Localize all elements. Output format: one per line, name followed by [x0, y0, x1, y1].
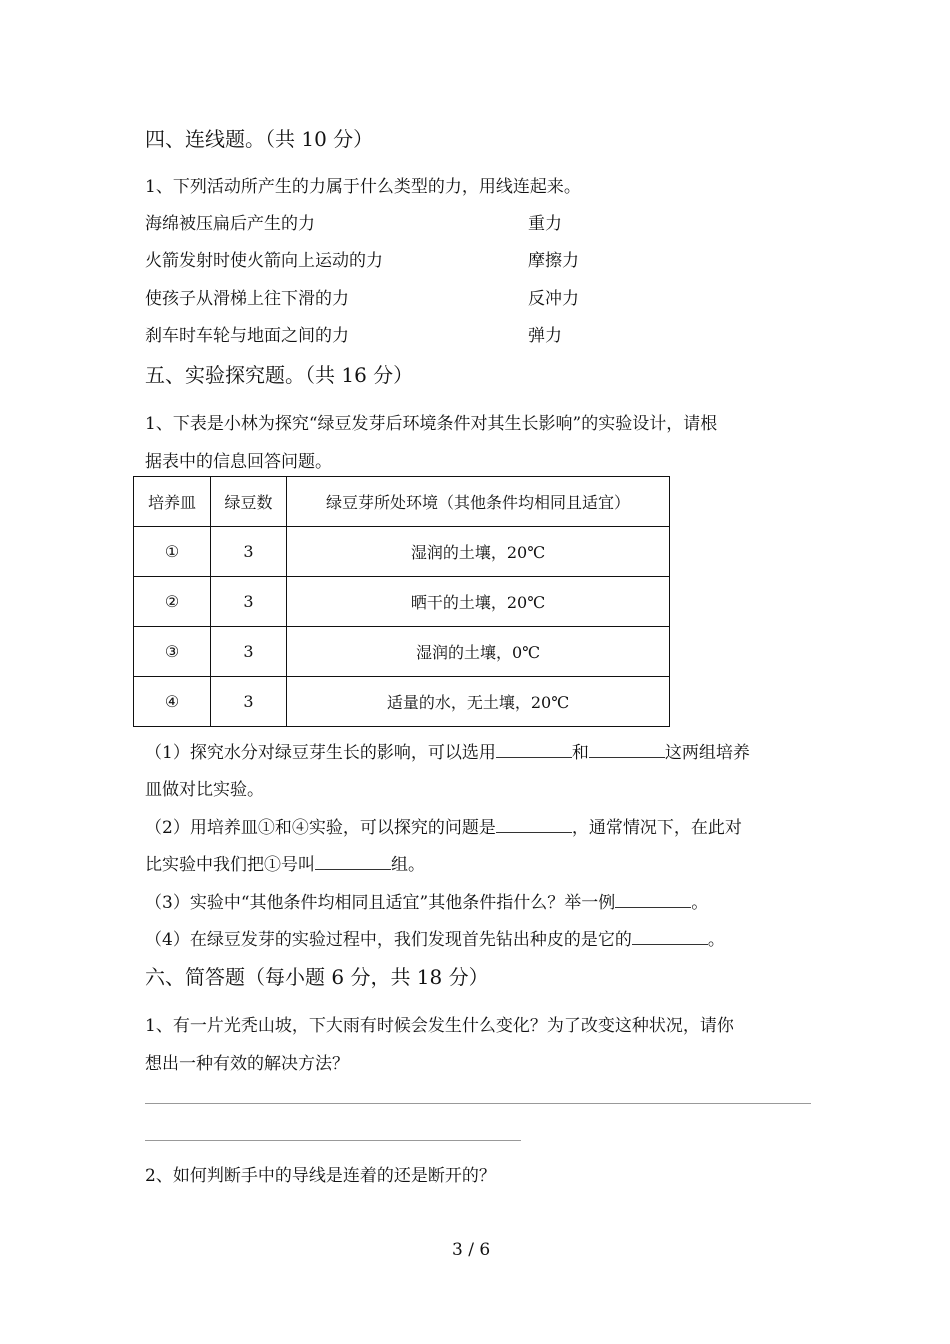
sub-question-1-line2: 皿做对比实验。 — [145, 780, 264, 800]
match-left-item-2: 火箭发射时使火箭向上运动的力 — [145, 251, 383, 271]
sub-question-3: （3）实验中“其他条件均相同且适宜”其他条件指什么？举一例 。 — [145, 893, 709, 913]
table-cell: 湿润的土壤，0℃ — [287, 627, 670, 677]
sub-question-4: （4）在绿豆发芽的实验过程中，我们发现首先钻出种皮的是它的 。 — [145, 930, 725, 950]
match-left-item-1: 海绵被压扁后产生的力 — [145, 214, 315, 234]
section4-question1: 1、下列活动所产生的力属于什么类型的力，用线连起来。 — [145, 177, 581, 197]
table-cell: 3 — [211, 677, 287, 727]
match-right-item-4: 弹力 — [528, 326, 562, 346]
table-cell: 3 — [211, 527, 287, 577]
table-header-row — [134, 477, 670, 527]
sub-question-1: （1）探究水分对绿豆芽生长的影响，可以选用 和 这两组培养 — [145, 743, 750, 763]
match-left-item-4: 刹车时车轮与地面之间的力 — [145, 326, 349, 346]
table-row — [134, 627, 670, 677]
table-header-cell: 绿豆芽所处环境（其他条件均相同且适宜） — [287, 477, 670, 527]
table-cell: 晒干的土壤，20℃ — [287, 577, 670, 627]
table-cell: ① — [134, 527, 211, 577]
match-right-item-3: 反冲力 — [528, 289, 579, 309]
section6-question2: 2、如何判断手中的导线是连着的还是断开的？ — [145, 1166, 496, 1186]
match-right-item-2: 摩擦力 — [528, 251, 579, 271]
section6-question1-line1: 1、有一片光秃山坡，下大雨有时候会发生什么变化？为了改变这种状况，请你 — [145, 1016, 734, 1036]
match-right-item-1: 重力 — [528, 214, 562, 234]
table-header-cell: 绿豆数 — [211, 477, 287, 527]
section6-title: 六、简答题（每小题 6 分，共 18 分） — [145, 965, 489, 989]
answer-blank[interactable] — [496, 816, 572, 833]
answer-blank[interactable] — [315, 853, 391, 870]
section4-title: 四、连线题。（共 10 分） — [145, 127, 374, 151]
table-row — [134, 577, 670, 627]
answer-blank[interactable] — [632, 928, 708, 945]
section5-question1-line2: 据表中的信息回答问题。 — [145, 452, 332, 472]
answer-line[interactable] — [145, 1103, 811, 1104]
answer-line[interactable] — [145, 1140, 521, 1141]
table-cell: ④ — [134, 677, 211, 727]
sub-question-2: （2）用培养皿①和④实验，可以探究的问题是 ，通常情况下，在此对 — [145, 818, 742, 838]
table-cell: ② — [134, 577, 211, 627]
table-cell: 3 — [211, 627, 287, 677]
table-cell: 3 — [211, 577, 287, 627]
answer-blank[interactable] — [589, 741, 665, 758]
match-left-item-3: 使孩子从滑梯上往下滑的力 — [145, 289, 349, 309]
sub-question-2-line2: 比实验中我们把①号叫 组。 — [145, 855, 425, 875]
section5-title: 五、实验探究题。（共 16 分） — [145, 363, 414, 387]
section5-question1-line1: 1、下表是小林为探究“绿豆发芽后环境条件对其生长影响”的实验设计，请根 — [145, 414, 718, 434]
table-cell: 湿润的土壤，20℃ — [287, 527, 670, 577]
experiment-table — [133, 476, 670, 727]
answer-blank[interactable] — [496, 741, 572, 758]
section6-question1-line2: 想出一种有效的解决方法？ — [145, 1054, 349, 1074]
page-number: 3 / 6 — [452, 1240, 491, 1260]
table-row — [134, 677, 670, 727]
table-cell: 适量的水，无土壤，20℃ — [287, 677, 670, 727]
table-header-cell: 培养皿 — [134, 477, 211, 527]
answer-blank[interactable] — [615, 891, 691, 908]
table-cell: ③ — [134, 627, 211, 677]
table-row — [134, 527, 670, 577]
